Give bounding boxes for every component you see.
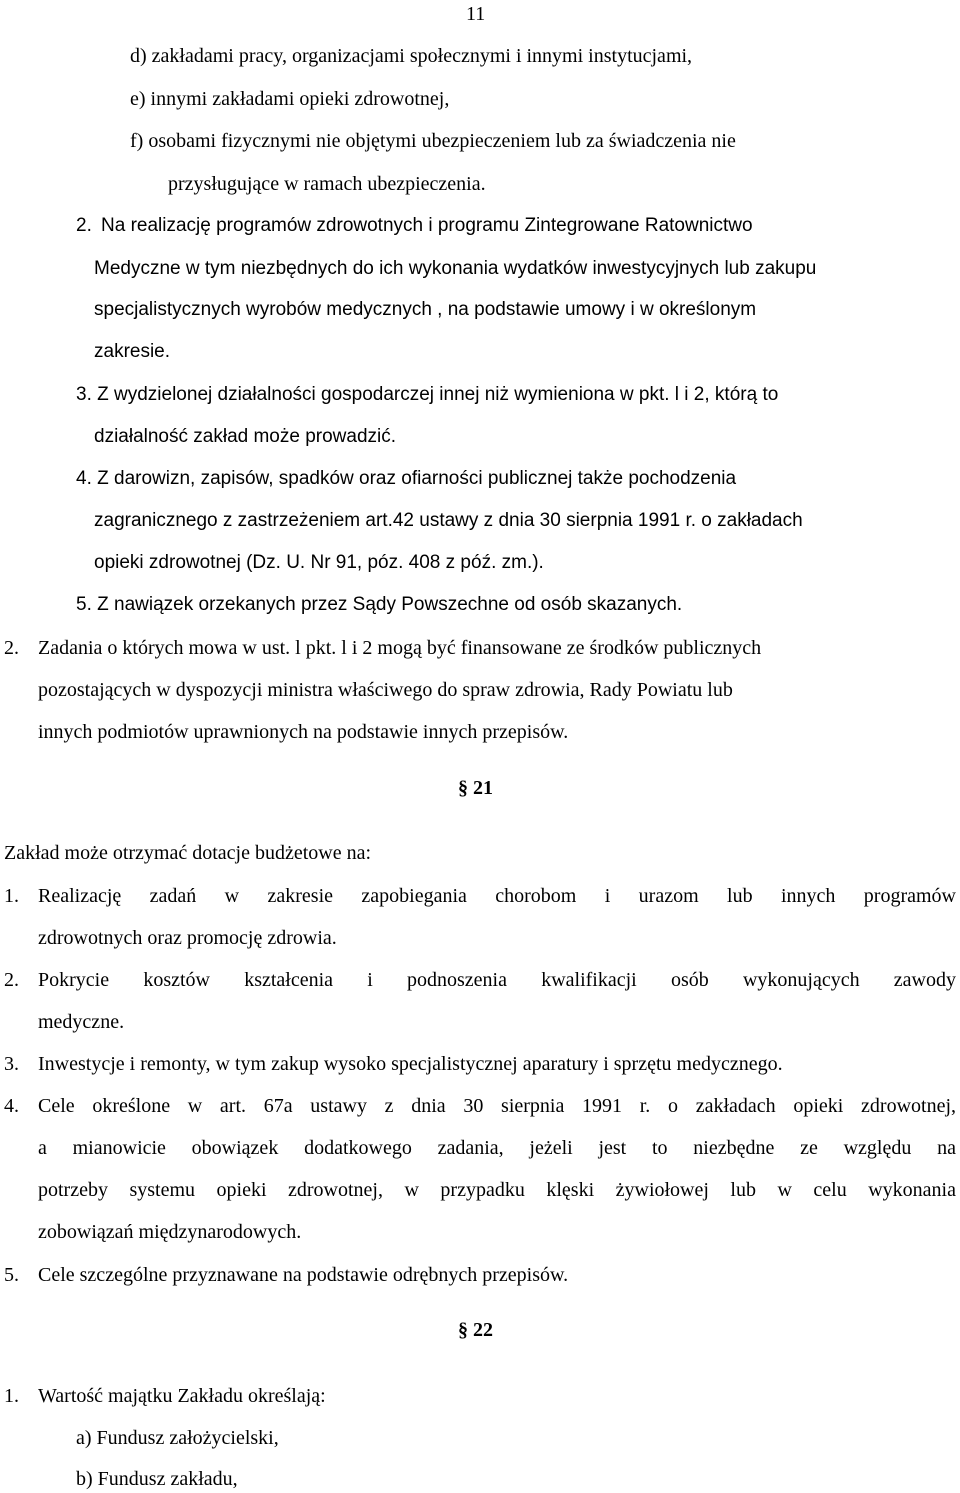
paragraph-2-line3: innych podmiotów uprawnionych na podstawie innych przepisów. [38, 721, 569, 743]
s21-item-3-line1: Inwestycje i remonty, w tym zakup wysoko specjalistycznej aparatury i sprzętu medycznego. [38, 1053, 783, 1075]
list-item-e: e) innymi zakładami opieki zdrowotnej, [130, 88, 450, 110]
page-number: 11 [466, 3, 486, 25]
s21-item-2-num: 2. [4, 969, 19, 991]
section-21-heading: § 21 [458, 777, 493, 799]
source-3-line2: działalność zakład może prowadzić. [94, 426, 397, 447]
s21-item-2-line1: Pokrycie kosztów kształcenia i podnoszenia kwalifikacji osób wykonujących zawody [38, 969, 956, 991]
s22-sub-b: b) Fundusz zakładu, [76, 1468, 238, 1490]
source-4-line2: zagranicznego z zastrzeżeniem art.42 ustawy z dnia 30 sierpnia 1991 r. o zakładach [94, 510, 803, 531]
source-4-line3: opieki zdrowotnej (Dz. U. Nr 91, póz. 408 z póź. zm.). [94, 552, 544, 573]
source-2-line3: specjalistycznych wyrobów medycznych , na podstawie umowy i w określonym [94, 299, 757, 320]
paragraph-2-line2: pozostających w dyspozycji ministra właściwego do spraw zdrowia, Rady Powiatu lub [38, 679, 733, 701]
s22-item-1-num: 1. [4, 1385, 19, 1407]
s21-item-4-num: 4. [4, 1095, 19, 1117]
s22-sub-a: a) Fundusz założycielski, [76, 1427, 279, 1449]
source-2-line1: Na realizację programów zdrowotnych i programu Zintegrowane Ratownictwo [101, 215, 753, 236]
source-2-line4: zakresie. [94, 341, 171, 362]
source-3-line1: 3. Z wydzielonej działalności gospodarczej innej niż wymieniona w pkt. l i 2, którą to [76, 384, 779, 405]
s21-item-2-line2: medyczne. [38, 1011, 125, 1033]
s21-item-5-num: 5. [4, 1264, 19, 1286]
s21-item-1-line1: Realizację zadań w zakresie zapobiegania chorobom i urazom lub innych programów [38, 885, 956, 907]
section-22-heading: § 22 [458, 1319, 493, 1341]
list-item-f-line1: f) osobami fizycznymi nie objętymi ubezpieczeniem lub za świadczenia nie [130, 130, 736, 152]
s21-item-4-line2: a mianowicie obowiązek dodatkowego zadania, jeżeli jest to niezbędne ze względu na [38, 1137, 956, 1159]
source-2-num: 2. [76, 215, 92, 236]
s21-item-4-line1: Cele określone w art. 67a ustawy z dnia 30 sierpnia 1991 r. o zakładach opieki zdrowotnej, [38, 1095, 956, 1117]
s22-item-1-text: Wartość majątku Zakładu określają: [38, 1385, 326, 1407]
list-item-d: d) zakładami pracy, organizacjami społecznymi i innymi instytucjami, [130, 45, 693, 67]
source-5-line1: 5. Z nawiązek orzekanych przez Sądy Powszechne od osób skazanych. [76, 594, 683, 615]
s21-item-3-num: 3. [4, 1053, 19, 1075]
paragraph-2-num: 2. [4, 637, 19, 659]
section-21-intro: Zakład może otrzymać dotacje budżetowe na: [4, 842, 372, 864]
source-4-line1: 4. Z darowizn, zapisów, spadków oraz ofiarności publicznej także pochodzenia [76, 468, 737, 489]
s21-item-4-line4: zobowiązań międzynarodowych. [38, 1221, 302, 1243]
s21-item-1-num: 1. [4, 885, 19, 907]
source-2-line2: Medyczne w tym niezbędnych do ich wykonania wydatków inwestycyjnych lub zakupu [94, 258, 817, 279]
s21-item-1-line2: zdrowotnych oraz promocję zdrowia. [38, 927, 337, 949]
list-item-f-line2: przysługujące w ramach ubezpieczenia. [168, 173, 486, 195]
paragraph-2-line1: Zadania o których mowa w ust. l pkt. l i 2 mogą być finansowane ze środków publicznych [38, 637, 762, 659]
s21-item-4-line3: potrzeby systemu opieki zdrowotnej, w przypadku klęski żywiołowej lub w celu wykonania [38, 1179, 956, 1201]
s21-item-5-line1: Cele szczególne przyznawane na podstawie odrębnych przepisów. [38, 1264, 569, 1286]
